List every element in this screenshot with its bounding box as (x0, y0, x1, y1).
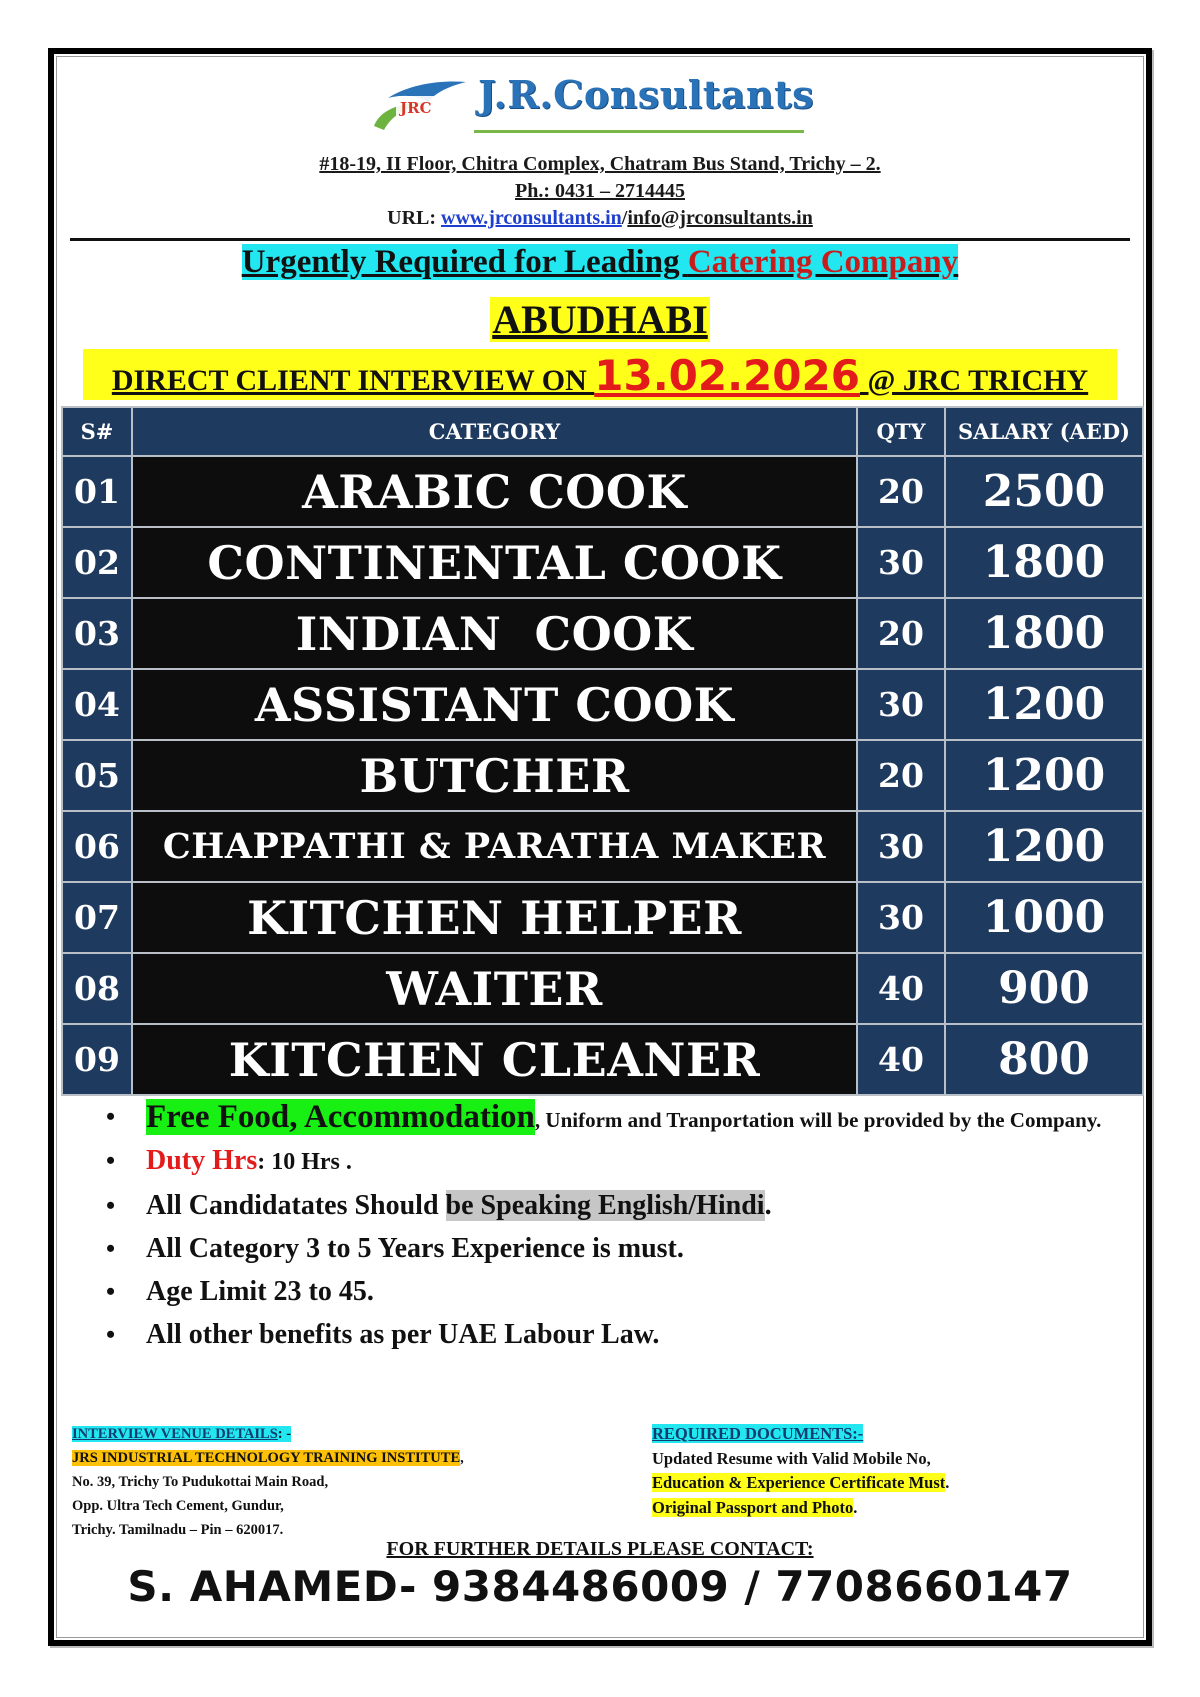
email-link[interactable]: info@jrconsultants.in (627, 207, 813, 229)
headline-highlight (242, 244, 959, 280)
cell-category: WAITER (132, 953, 857, 1024)
cell-salary: 1800 (945, 598, 1143, 669)
table-row (62, 598, 1143, 669)
url-label: URL: (387, 207, 437, 229)
required-documents (652, 1422, 1132, 1520)
table-row (62, 882, 1143, 953)
table-row (62, 669, 1143, 740)
cell-category: KITCHEN HELPER (132, 882, 857, 953)
cell-category: CONTINENTAL COOK (132, 527, 857, 598)
url-separator: / (621, 207, 628, 229)
company-name: J.R.Consultants (478, 72, 814, 117)
cell-sn: 06 (62, 811, 132, 882)
benefit-text: , Uniform and Tranportation will be provided by the Company. (534, 1108, 1102, 1132)
interview-highlight (83, 349, 1117, 400)
cell-sn: 04 (62, 669, 132, 740)
table-row (62, 456, 1143, 527)
document-suffix: . (853, 1497, 858, 1517)
cell-sn: 08 (62, 953, 132, 1024)
table-row (62, 953, 1143, 1024)
benefit-text: All Candidatates Should (146, 1190, 446, 1221)
benefit-item: • Age Limit 23 to 45. (106, 1270, 1136, 1313)
interview-suffix: @ JRC TRICHY (859, 364, 1089, 397)
cell-qty: 20 (857, 456, 945, 527)
table-row (62, 527, 1143, 598)
cell-category: INDIAN COOK (132, 598, 857, 669)
col-header-qty: QTY (857, 407, 945, 456)
document-suffix: . (945, 1473, 950, 1492)
language-highlight: be Speaking English/Hindi (445, 1190, 765, 1221)
phone-line (0, 180, 1200, 203)
company-logo (370, 72, 830, 132)
col-header-sn: S# (62, 407, 132, 456)
location-banner (0, 296, 1200, 343)
venue-address-line: Trichy. Tamilnadu – Pin – 620017. (72, 1522, 284, 1538)
headline (0, 244, 1200, 281)
cell-salary: 2500 (945, 456, 1143, 527)
col-header-salary: SALARY (AED) (945, 407, 1143, 456)
cell-qty: 30 (857, 669, 945, 740)
documents-title-line (652, 1422, 1132, 1447)
header-divider (70, 238, 1130, 241)
cell-salary: 1000 (945, 882, 1143, 953)
benefit-item (106, 1098, 1136, 1139)
cell-qty: 40 (857, 953, 945, 1024)
venue-name-suffix: , (460, 1450, 464, 1466)
document-item (652, 1496, 1132, 1521)
table-row (62, 1024, 1143, 1095)
jrc-swoosh-icon (370, 76, 470, 132)
benefit-item (106, 1139, 1136, 1184)
benefit-highlight: Free Food, Accommodation (146, 1099, 535, 1135)
headline-company-type: Catering Company (687, 244, 959, 280)
venue-address-line: Opp. Ultra Tech Cement, Gundur, (72, 1498, 284, 1514)
venue-title-suffix: : - (277, 1426, 292, 1442)
cell-salary: 1200 (945, 669, 1143, 740)
cell-sn: 01 (62, 456, 132, 527)
document-highlight: Education & Experience Certificate Must (652, 1473, 946, 1492)
cell-salary: 1800 (945, 527, 1143, 598)
cell-qty: 30 (857, 811, 945, 882)
cell-qty: 40 (857, 1024, 945, 1095)
cell-qty: 30 (857, 882, 945, 953)
cell-qty: 20 (857, 598, 945, 669)
venue-details (72, 1422, 592, 1542)
duty-hours-label: Duty Hrs (146, 1145, 258, 1176)
cell-category: ARABIC COOK (132, 456, 857, 527)
headline-text: Urgently Required for Leading (241, 244, 688, 280)
cell-salary: 1200 (945, 811, 1143, 882)
venue-title-line (72, 1422, 592, 1446)
svg-text:JRC: JRC (400, 99, 432, 117)
table-row (62, 811, 1143, 882)
document-highlight: Original Passport and Photo (652, 1497, 854, 1517)
benefits-list (106, 1098, 1136, 1356)
venue-name: JRS INDUSTRIAL TECHNOLOGY TRAINING INSTITUTE (72, 1450, 461, 1466)
website-link[interactable]: www.jrconsultants.in (441, 207, 622, 229)
interview-date: 13.02.2026 (594, 351, 860, 400)
table-header-row (62, 407, 1143, 456)
logo-underline (474, 130, 804, 133)
contact-phone-line: S. AHAMED- 9384486009 / 7708660147 (127, 1562, 1073, 1611)
cell-salary: 900 (945, 953, 1143, 1024)
interview-banner (0, 349, 1200, 400)
document-item (652, 1471, 1132, 1496)
benefit-item: • All Category 3 to 5 Years Experience is must. (106, 1227, 1136, 1270)
venue-name-line (72, 1446, 592, 1470)
address-line (0, 153, 1200, 176)
table-row (62, 740, 1143, 811)
documents-title: REQUIRED DOCUMENTS:- (652, 1424, 864, 1443)
venue-title: INTERVIEW VENUE DETAILS (72, 1426, 278, 1442)
contact-title: FOR FURTHER DETAILS PLEASE CONTACT: (386, 1538, 814, 1560)
cell-sn: 09 (62, 1024, 132, 1095)
cell-category: CHAPPATHI & PARATHA MAKER (132, 811, 857, 882)
location-text: ABUDHABI (492, 297, 708, 342)
cell-sn: 07 (62, 882, 132, 953)
url-line (0, 207, 1200, 230)
benefit-text: . (764, 1190, 772, 1221)
cell-sn: 05 (62, 740, 132, 811)
duty-hours-value: : 10 Hrs . (257, 1149, 352, 1175)
cell-sn: 02 (62, 527, 132, 598)
document-item: Updated Resume with Valid Mobile No, (652, 1448, 931, 1468)
cell-category: BUTCHER (132, 740, 857, 811)
cell-salary: 800 (945, 1024, 1143, 1095)
jobs-table (61, 406, 1144, 1096)
benefit-item: • All other benefits as per UAE Labour Law. (106, 1313, 1136, 1356)
venue-address-line: No. 39, Trichy To Pudukottai Main Road, (72, 1474, 329, 1490)
cell-qty: 20 (857, 740, 945, 811)
interview-prefix: DIRECT CLIENT INTERVIEW ON (111, 364, 595, 397)
cell-category: KITCHEN CLEANER (132, 1024, 857, 1095)
cell-sn: 03 (62, 598, 132, 669)
address-text: #18-19, II Floor, Chitra Complex, Chatram Bus Stand, Trichy – 2. (319, 153, 881, 175)
cell-category: ASSISTANT COOK (132, 669, 857, 740)
cell-salary: 1200 (945, 740, 1143, 811)
cell-qty: 30 (857, 527, 945, 598)
benefit-item (106, 1184, 1136, 1227)
phone-text: Ph.: 0431 – 2714445 (515, 180, 685, 202)
col-header-category: CATEGORY (132, 407, 857, 456)
